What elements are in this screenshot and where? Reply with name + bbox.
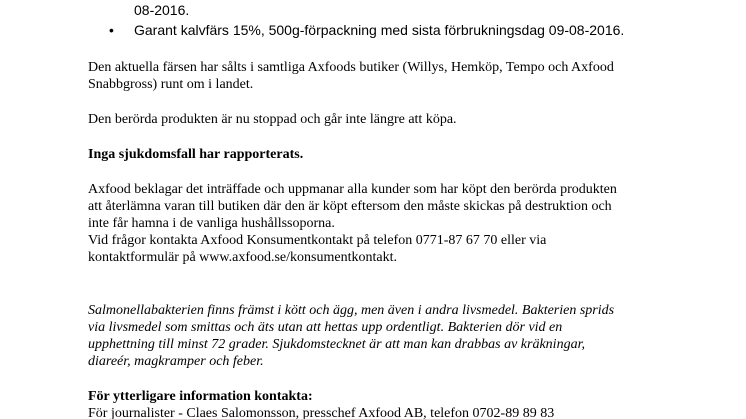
more-info-text: För ytterligare information kontakta: [88,389,313,404]
journalists-contact [88,405,688,419]
contact-line-1: Vid frågor kontakta Axfood Konsumentkontakt på telefon 0771-87 67 70 eller via [88,233,547,248]
stores-line-1: Den aktuella färsen har sålts i samtliga Axfoods butiker (Willys, Hemköp, Tempo och Axfood [88,60,614,75]
stores-line-2: Snabbgross) runt om i landet. [88,77,254,92]
bullet-item-text: 08-2016. [134,2,190,18]
regret-line-3: inte får hamna i de vanliga hushållssoporna. [88,216,335,231]
regret-paragraph [88,181,688,266]
contact-line-2: kontaktformulär på www.axfood.se/konsumentkontakt. [88,250,397,265]
stopped-text: Den berörda produkten är nu stoppad och går inte längre att köpa. [88,112,457,127]
stopped-paragraph [88,111,688,128]
regret-line-1: Axfood beklagar det inträffade och uppmanar alla kunder som har köpt den berörda produkten [88,182,617,197]
salmonella-line-2: via livsmedel som smittas och äts utan att hettas upp ordentligt. Bakterien dör vid en [88,320,563,335]
salmonella-line-3: upphettning till minst 72 grader. Sjukdomstecknet är att man kan drabbas av kräkningar, [88,337,585,352]
more-info-heading [88,388,688,405]
no-illness-heading [88,146,688,163]
bullet-item [104,20,704,40]
regret-line-2: att återlämna varan till butiken där den är köpt eftersom den måste skickas på destruktion och [88,199,612,214]
journalists-text: För journalister - Claes Salomonsson, presschef Axfood AB, telefon 0702-89 89 83 [88,406,555,419]
bullet-item-continuation [104,0,704,20]
no-illness-text: Inga sjukdomsfall har rapporterats. [88,147,304,162]
bullet-dot-icon: • [109,22,114,38]
bullet-item-text: Garant kalvfärs 15%, 500g-förpackning med sista förbrukningsdag 09-08-2016. [134,22,625,38]
stores-paragraph [88,59,688,93]
bullet-list [104,0,704,40]
salmonella-line-1: Salmonellabakterien finns främst i kött och ägg, men även i andra livsmedel. Bakterien sprids [88,303,615,318]
salmonella-paragraph [88,302,688,370]
salmonella-line-4: diareér, magkramper och feber. [88,354,264,369]
